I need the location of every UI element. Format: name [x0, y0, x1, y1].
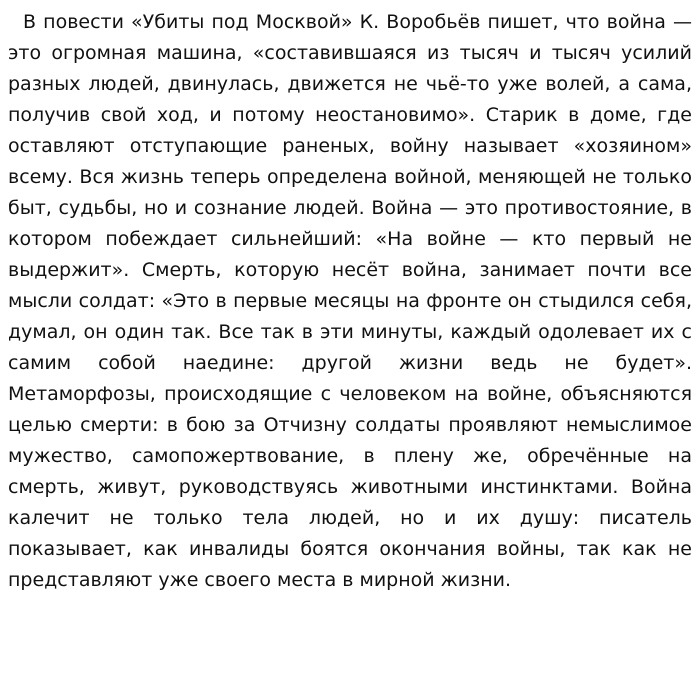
document-body [8, 7, 692, 596]
paragraph: В повести «Убиты под Москвой» К. Воробьёв пишет, что война — это огромная машина, «составившаяся из тысяч и тысяч усилий разных людей, двинулась, движется не чьё-то уже волей, а сама, получив свой ход, и потому неостановимо». Старик в доме, где оставляют отступающие раненых, войну называет «хозяином» всему. Вся жизнь теперь определена войной, меняющей не только быт, судьбы, но и сознание людей. Война — это противостояние, в котором побеждает сильнейший: «На войне — кто первый не выдержит». Смерть, которую несёт война, занимает почти все мысли солдат: «Это в первые месяцы на фронте он стыдился себя, думал, он один так. Все так в эти минуты, каждый одолевает их с самим собой наедине: другой жизни ведь не будет». Метаморфозы, происходящие с человеком на войне, объясняются целью смерти: в бою за Отчизну солдаты проявляют немыслимое мужество, самопожертвование, в плену же, обречённые на смерть, живут, руководствуясь животными инстинктами. Война калечит не только тела людей, но и их душу: писатель показывает, как инвалиды боятся окончания войны, так как не представляют уже своего места в мирной жизни. [8, 11, 692, 591]
